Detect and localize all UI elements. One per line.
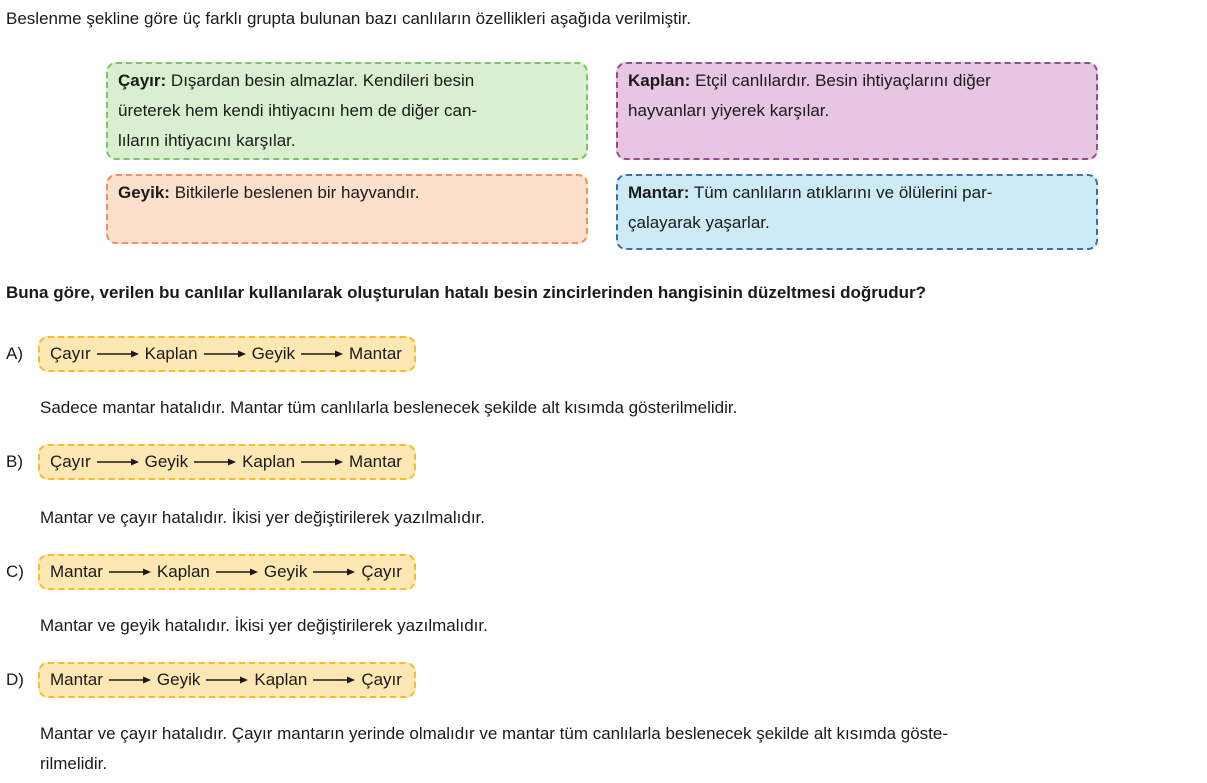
card-geyik-line-1 (118, 178, 576, 208)
intro-text: Beslenme şekline göre üç farklı grupta bulunan bazı canlıların özellikleri aşağıda verilmiştir. (6, 9, 692, 28)
arrow-right-icon (216, 567, 258, 577)
option-d-explanation-line-2: rilmelidir. (40, 754, 108, 773)
card-mantar-line-1 (628, 178, 1086, 208)
option-a-explanation: Sadece mantar hatalıdır. Mantar tüm canlılarla beslenecek şekilde alt kısımda gösterilmelidir. (40, 398, 738, 417)
arrow-right-icon (97, 349, 139, 359)
option-c-item-1: Mantar (50, 562, 103, 581)
option-b-item-3: Kaplan (242, 452, 296, 471)
option-b-item-2: Geyik (144, 452, 189, 471)
option-d-explanation-line-1: Mantar ve çayır hatalıdır. Çayır mantarın yerinde olmalıdır ve mantar tüm canlılarla beslenecek şekilde alt kısımda göste- (40, 724, 949, 743)
card-geyik-name: Geyik: (118, 183, 170, 202)
arrow-right-icon (313, 675, 355, 685)
arrow-right-icon (206, 675, 248, 685)
option-a-item-4: Mantar (349, 344, 402, 363)
option-c-item-4: Çayır (361, 562, 402, 581)
arrow-right-icon (204, 349, 246, 359)
arrow-right-icon (97, 457, 139, 467)
card-cayir-text-2: üreterek hem kendi ihtiyacını hem de diğer can- (118, 101, 478, 120)
card-cayir-line-1 (118, 66, 576, 96)
option-d-item-3: Kaplan (254, 670, 308, 689)
card-mantar-text-1: Tüm canlıların atıklarını ve ölülerini par- (693, 183, 993, 202)
option-a-item-2: Kaplan (144, 344, 198, 363)
option-b-chain[interactable] (38, 444, 416, 480)
option-d-explanation (40, 719, 948, 779)
option-b-explanation: Mantar ve çayır hatalıdır. İkisi yer değiştirilerek yazılmalıdır. (40, 508, 485, 527)
arrow-right-icon (109, 675, 151, 685)
option-b-item-4: Mantar (349, 452, 402, 471)
card-mantar (616, 174, 1098, 250)
option-b-letter[interactable]: B) (6, 452, 23, 471)
card-geyik (106, 174, 588, 244)
option-c-explanation: Mantar ve geyik hatalıdır. İkisi yer değiştirilerek yazılmalıdır. (40, 616, 488, 635)
arrow-right-icon (301, 349, 343, 359)
option-d-item-2: Geyik (156, 670, 201, 689)
arrow-right-icon (194, 457, 236, 467)
option-a-item-1: Çayır (50, 344, 91, 363)
option-a-chain[interactable] (38, 336, 416, 372)
arrow-right-icon (109, 567, 151, 577)
card-kaplan-text-1: Etçil canlılardır. Besin ihtiyaçlarını diğer (695, 71, 991, 90)
card-cayir-name: Çayır: (118, 71, 167, 90)
option-c-item-2: Kaplan (156, 562, 210, 581)
card-kaplan-text-2: hayvanları yiyerek karşılar. (628, 101, 830, 120)
option-c-chain[interactable] (38, 554, 416, 590)
arrow-right-icon (313, 567, 355, 577)
card-cayir (106, 62, 588, 160)
card-kaplan-line-1 (628, 66, 1086, 96)
card-cayir-text-1: Dışardan besin almazlar. Kendileri besin (170, 71, 475, 90)
card-mantar-text-2: çalayarak yaşarlar. (628, 213, 770, 232)
card-cayir-text-3: lıların ihtiyacını karşılar. (118, 131, 296, 150)
option-d-letter[interactable]: D) (6, 670, 24, 689)
option-a-item-3: Geyik (251, 344, 296, 363)
card-kaplan-name: Kaplan: (628, 71, 691, 90)
option-a-letter[interactable]: A) (6, 344, 23, 363)
arrow-right-icon (301, 457, 343, 467)
option-b-item-1: Çayır (50, 452, 91, 471)
card-mantar-name: Mantar: (628, 183, 690, 202)
option-d-chain[interactable] (38, 662, 416, 698)
option-c-letter[interactable]: C) (6, 562, 24, 581)
option-d-item-4: Çayır (361, 670, 402, 689)
question-text: Buna göre, verilen bu canlılar kullanılarak oluşturulan hatalı besin zincirlerinden hangisinin düzeltmesi doğrudur? (6, 283, 927, 302)
option-c-item-3: Geyik (263, 562, 308, 581)
card-kaplan (616, 62, 1098, 160)
option-d-item-1: Mantar (50, 670, 103, 689)
card-geyik-text-1: Bitkilerle beslenen bir hayvandır. (174, 183, 420, 202)
